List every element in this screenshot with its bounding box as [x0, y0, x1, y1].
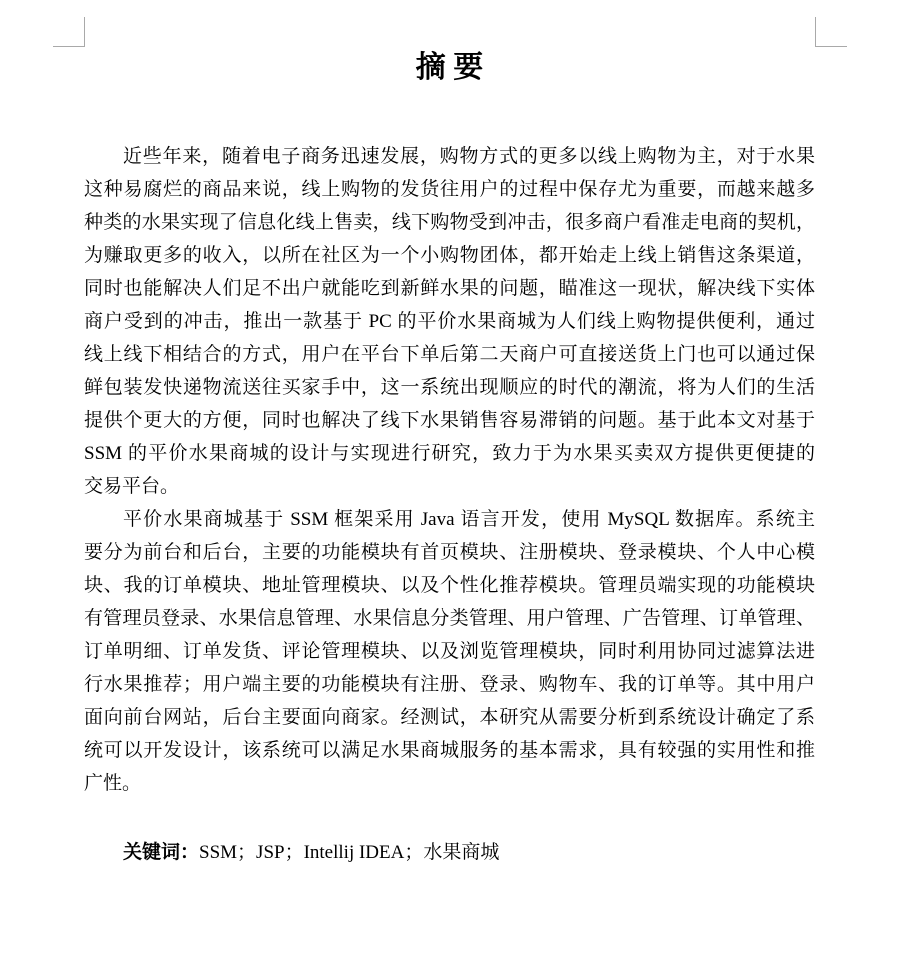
- keywords-line: [84, 836, 815, 869]
- paragraph-line: 平价水果商城基于 SSM 框架采用 Java 语言开发，使用 MySQL 数据库。系统主: [123, 509, 815, 530]
- paragraph: [84, 503, 815, 800]
- keywords-value: SSM；JSP；Intellij IDEA；水果商城: [199, 842, 500, 863]
- paragraph-line: 面向前台网站，后台主要面向商家。经测试，本研究从需要分析到系统设计确定了系: [84, 707, 815, 728]
- paragraph-line: 广性。: [84, 773, 142, 794]
- paragraph-line: 这种易腐烂的商品来说，线上购物的发货往用户的过程中保存尤为重要，而越来越多: [84, 179, 815, 200]
- paragraph-line: 交易平台。: [84, 476, 180, 497]
- keywords-label: 关键词：: [123, 842, 200, 863]
- paragraph-line: 要分为前台和后台，主要的功能模块有首页模块、注册模块、登录模块、个人中心模: [84, 542, 815, 563]
- paragraph-line: 行水果推荐；用户端主要的功能模块有注册、登录、购物车、我的订单等。其中用户: [84, 674, 815, 695]
- abstract-body: [84, 140, 815, 800]
- margin-cropmark-top-right: [815, 17, 847, 47]
- paragraph-line: 商户受到的冲击，推出一款基于 PC 的平价水果商城为人们线上购物提供便利，通过: [84, 311, 815, 332]
- paragraph-line: 同时也能解决人们足不出户就能吃到新鲜水果的问题，瞄准这一现状，解决线下实体: [84, 278, 815, 299]
- paragraph-line: 统可以开发设计，该系统可以满足水果商城服务的基本需求，具有较强的实用性和推: [84, 740, 815, 761]
- paragraph-line: 鲜包装发快递物流送往买家手中，这一系统出现顺应的时代的潮流，将为人们的生活: [84, 377, 815, 398]
- paragraph-line: 近些年来，随着电子商务迅速发展，购物方式的更多以线上购物为主，对于水果: [123, 146, 815, 167]
- paragraph-line: 线上线下相结合的方式，用户在平台下单后第二天商户可直接送货上门也可以通过保: [84, 344, 815, 365]
- paragraph-line: 有管理员登录、水果信息管理、水果信息分类管理、用户管理、广告管理、订单管理、: [84, 608, 815, 629]
- document-content: [84, 48, 815, 869]
- page-title: 摘 要: [415, 51, 484, 84]
- margin-cropmark-top-left: [53, 17, 85, 47]
- paragraph-line: 为赚取更多的收入，以所在社区为一个小购物团体，都开始走上线上销售这条渠道，: [84, 245, 815, 266]
- paragraph-line: 提供个更大的方便，同时也解决了线下水果销售容易滞销的问题。基于此本文对基于: [84, 410, 815, 431]
- paragraph: [84, 140, 815, 503]
- paragraph-line: 种类的水果实现了信息化线上售卖，线下购物受到冲击，很多商户看准走电商的契机，: [84, 212, 815, 233]
- paragraph-line: SSM 的平价水果商城的设计与实现进行研究，致力于为水果买卖双方提供更便捷的: [84, 443, 815, 464]
- paragraph-line: 块、我的订单模块、地址管理模块、以及个性化推荐模块。管理员端实现的功能模块: [84, 575, 815, 596]
- paragraph-line: 订单明细、订单发货、评论管理模块、以及浏览管理模块，同时利用协同过滤算法进: [84, 641, 815, 662]
